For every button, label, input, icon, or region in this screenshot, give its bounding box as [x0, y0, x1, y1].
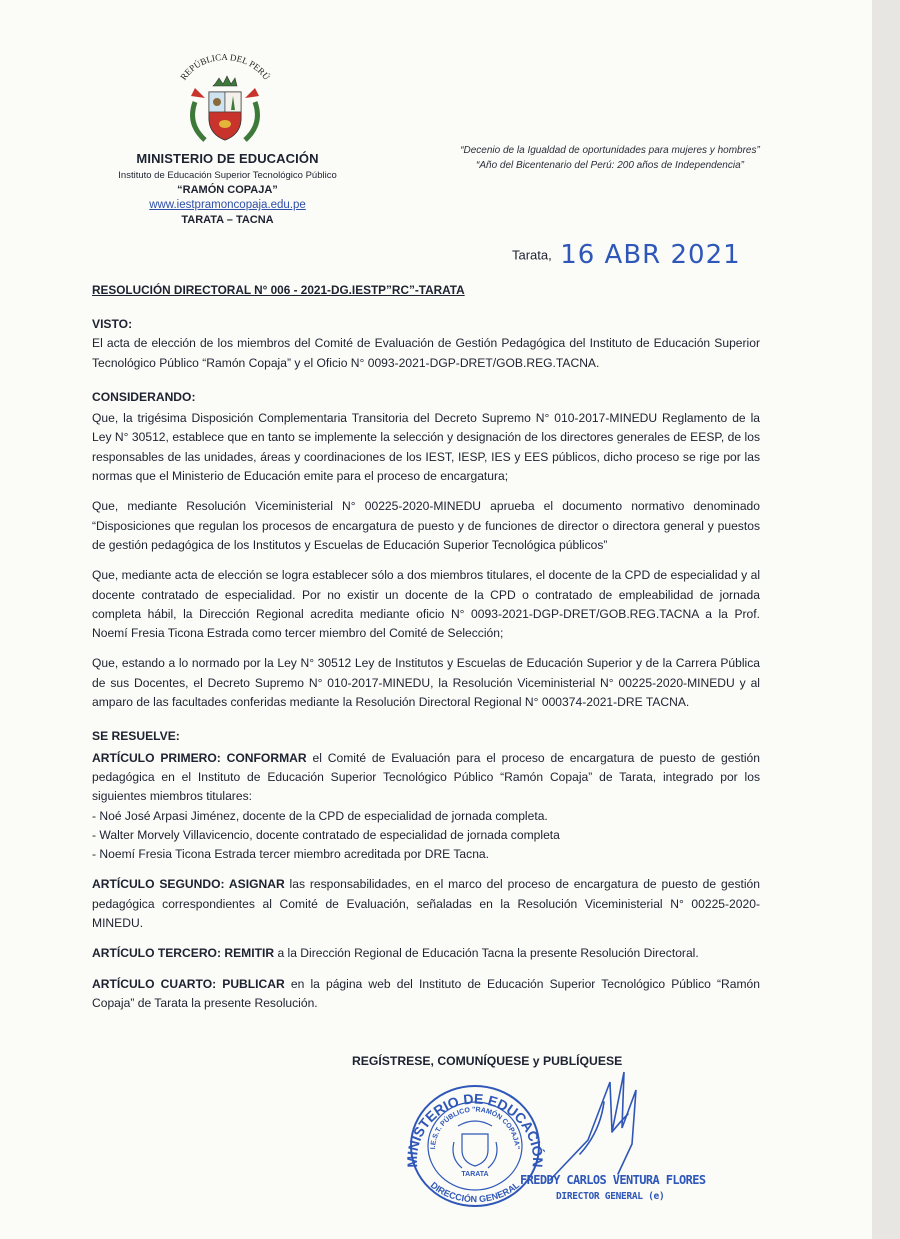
institute-name: “RAMÓN COPAJA” [177, 184, 278, 196]
stamp-center-text: TARATA [461, 1171, 489, 1178]
closing-formula: REGÍSTRESE, COMUNÍQUESE y PUBLÍQUESE [352, 1054, 623, 1068]
article-third-label: ARTÍCULO TERCERO: REMITIR [92, 946, 275, 961]
date-stamp: 16 ABR 2021 [560, 240, 741, 270]
article-fourth-text: en la página web del Instituto de Educación Superior Tecnológico Público “Ramón Copaja” de Tarata la presente Resolución. [92, 976, 761, 1010]
article-first [92, 749, 760, 807]
ministry-name: MINISTERIO DE EDUCACIÓN [136, 151, 319, 166]
svg-text:MINISTERIO DE EDUCACIÓN [404, 1090, 547, 1167]
visto-heading: VISTO: [92, 317, 133, 331]
website-link[interactable]: www.iestpramoncopaja.edu.pe [149, 199, 306, 211]
members-list [92, 807, 760, 865]
visto-text: El acta de elección de los miembros del Comité de Evaluación de Gestión Pedagógica del Instituto de Educación Superior Tecnológico Público “Ramón Copaja” y el Oficio N° 0093-2021-DGP-DRET/GOB.REG.TACNA. [92, 336, 760, 370]
decenio-block [400, 143, 820, 173]
considerando-paragraph: Que, mediante Resolución Viceministerial N° 00225-2020-MINEDU aprueba el documento normativo denominado “Disposiciones que regulan los procesos de encargatura de puesto y de funciones de director o directora general y puestos de gestión pedagógica de los Institutos y Escuelas de Educación Superior Tecnológica públicos” [92, 499, 760, 552]
se-resuelve-heading: SE RESUELVE: [92, 729, 180, 744]
resolution-title: RESOLUCIÓN DIRECTORAL N° 006 - 2021-DG.IESTP”RC”-TARATA [92, 283, 465, 297]
considerando-paragraph: Que, estando a lo normado por la Ley N° 30512 Ley de Institutos y Escuelas de Educación Superior y de la Carrera Pública de sus Docentes, el Decreto Supremo N° 010-2017-MINEDU, la Resolución Viceministerial N° 00225-2020-MINEDU y al amparo de las facultades conferidas mediante la Resolución Directoral Regional N° 000374-2021-DRE TACNA. [92, 656, 760, 710]
article-first-label: ARTÍCULO PRIMERO: CONFORMAR [92, 750, 307, 765]
signer-name: FREDDY CARLOS VENTURA FLORES [520, 1173, 706, 1187]
decenio-line-2: “Año del Bicentenario del Perú: 200 años de Independencia” [476, 160, 744, 171]
seal-text: REPÚBLICA DEL PERÚ [178, 52, 272, 82]
article-third-text: a la Dirección Regional de Educación Tacna la presente Resolución Directoral. [274, 946, 699, 961]
list-item: - Walter Morvely Villavicencio, docente contratado de especialidad de jornada completa [92, 827, 560, 842]
article-third [92, 944, 760, 963]
considerando-paragraph: Que, mediante acta de elección se logra establecer sólo a dos miembros titulares, el docente de la CPD de especialidad y al docente contratado de especialidad. Por no existir un docente de la CPD o contratado de empleabilidad de jornada completa hábil, la Dirección Regional acredita mediante oficio N° 0093-2021-DGP-DRET/GOB.REG.TACNA a la Prof. Noemí Fresia Ticona Estrada como tercer miembro del Comité de Selección; [92, 568, 760, 641]
decenio-line-1: “Decenio de la Igualdad de oportunidades para mujeres y hombres” [460, 145, 760, 156]
article-second-label: ARTÍCULO SEGUNDO: ASIGNAR [92, 877, 285, 892]
article-second [92, 875, 760, 933]
coat-of-arms-icon [165, 52, 285, 152]
ministry-block [90, 151, 365, 226]
institute-type: Instituto de Educación Superior Tecnológico Público [118, 170, 337, 181]
considerando-paragraph: Que, la trigésima Disposición Complementaria Transitoria del Decreto Supremo N° 010-2017-MINEDU Reglamento de la Ley N° 30512, establece que en tanto se implemente la selección y designación de los directores generales de EESP, de los responsables de las unidades, áreas y coordinaciones de los IEST, IESP, IES y EES públicos, dicho proceso se rige por las normas que el Ministerio de Educación emite para el proceso de encargatura; [92, 411, 760, 484]
national-seal [165, 52, 285, 152]
signer-block [520, 1173, 706, 1202]
signature-icon [540, 1062, 680, 1187]
article-first-text: el Comité de Evaluación para el proceso de encargatura de puesto de gestión pedagógica en el Instituto de Educación Superior Tecnológico Público “Ramón Copaja” de Tarata, integrado por los siguientes miembros titulares: [92, 750, 761, 804]
date-place: Tarata, [512, 247, 552, 263]
considerando-heading: CONSIDERANDO: [92, 389, 196, 404]
stamp-outer-text: MINISTERIO DE EDUCACIÓN [403, 1090, 547, 1168]
svg-text:DIRECCIÓN GENERAL [429, 1180, 522, 1205]
list-item: - Noé José Arpasi Jiménez, docente de la CPD de especialidad de jornada completa. [92, 808, 548, 823]
document-body [92, 315, 760, 1013]
signer-role: DIRECTOR GENERAL (e) [556, 1191, 665, 1202]
article-second-text: las responsabilidades, en el marco del proceso de encargatura de puesto de gestión pedagógica correspondientes al Comité de Evaluación, señaladas en la Resolución Viceministerial N° 00225-2020-MINEDU. [92, 877, 760, 931]
article-fourth-label: ARTÍCULO CUARTO: PUBLICAR [92, 976, 285, 991]
article-fourth [92, 975, 760, 1014]
stamp-inner-text: I.E.S.T. PÚBLICO "RAMÓN COPAJA" [429, 1106, 521, 1150]
location: TARATA – TACNA [181, 214, 274, 226]
page-edge [872, 0, 900, 1239]
list-item: - Noemí Fresia Ticona Estrada tercer miembro acreditada por DRE Tacna. [92, 847, 490, 862]
date-line [512, 240, 741, 270]
stamp-bottom-text: DIRECCIÓN GENERAL [428, 1179, 522, 1205]
svg-text:REPÚBLICA DEL PERÚ [178, 52, 272, 82]
handwritten-signature [540, 1062, 680, 1187]
